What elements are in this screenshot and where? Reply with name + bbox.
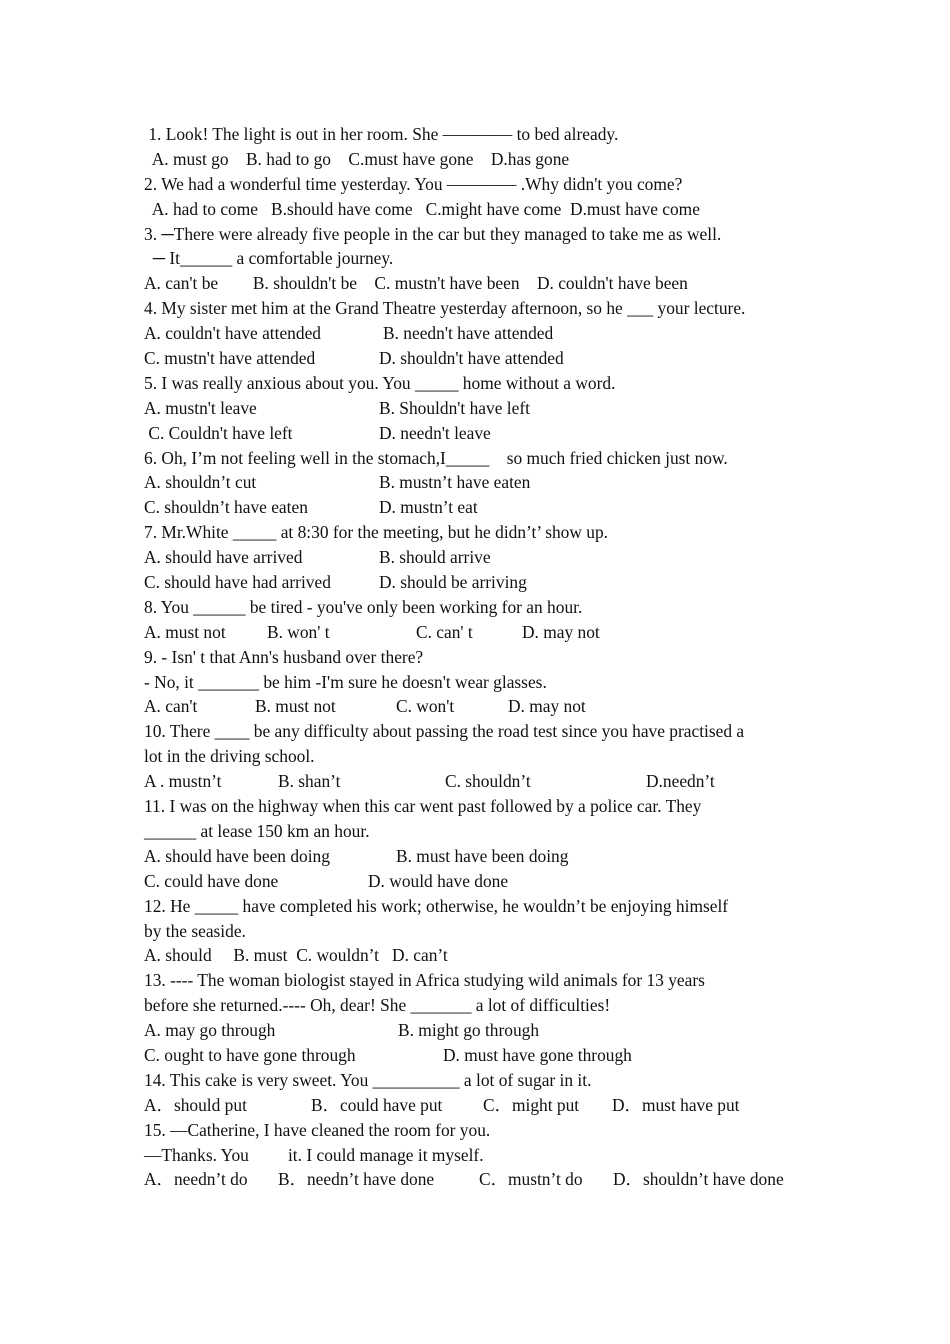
q8-option-c: C. can' t [416,621,473,642]
question-3-stem: 3. ─There were already five people in the car but they managed to take me as well. [144,223,722,244]
q14-option-b: B．could have put [311,1094,443,1115]
question-11-options-ab [144,844,824,869]
question-13-options-ab [144,1018,824,1043]
q15-option-b: B．needn’t have done [278,1169,435,1190]
question-15-options [144,1167,824,1192]
question-12-options [144,943,824,968]
question-9-stem-2: - No, it _______ be him -I'm sure he doesn't wear glasses. [144,671,547,692]
q10-option-d: D.needn’t [646,771,715,792]
q5-option-c: C. Couldn't have left [144,422,293,443]
q1-option-a: A. must go [144,148,229,169]
q4-option-b: B. needn't have attended [383,323,554,344]
q15-option-d: D．shouldn’t have done [613,1169,784,1190]
q1-option-c: C.must have gone [330,148,474,169]
q14-option-c: C．might put [483,1094,580,1115]
question-6-options-cd [144,495,824,520]
question-5-stem: 5. I was really anxious about you. You _____ home without a word. [144,372,616,393]
q2-option-c: C.might have come [412,198,562,219]
q14-option-a: A．should put [144,1094,247,1115]
q6-option-c: C. shouldn’t have eaten [144,497,308,518]
q13-option-c: C. ought to have gone through [144,1044,356,1065]
question-10-stem: 10. There ____ be any difficulty about passing the road test since you have practised a [144,721,745,742]
q8-option-a: A. must not [144,621,226,642]
q2-option-b: B.should have come [257,198,413,219]
q1-option-b: B. had to go [228,148,331,169]
q3-option-a: A. can't be [144,273,219,294]
question-13-options-cd [144,1043,824,1068]
question-7-options-cd [144,570,824,595]
q10-option-b: B. shan’t [278,771,341,792]
q6-option-b: B. mustn’t have eaten [379,472,531,493]
q11-option-b: B. must have been doing [396,845,569,866]
q9-option-d: D. may not [508,696,586,717]
q5-option-d: D. needn't leave [379,422,491,443]
q4-option-d: D. shouldn't have attended [379,348,564,369]
q12-option-d: D. can’t [378,945,448,966]
question-1-stem: 1. Look! The light is out in her room. She ———— to bed already. [144,124,619,144]
q5-option-a: A. mustn't leave [144,397,257,418]
q12-option-b: B. must [211,945,288,966]
q11-option-c: C. could have done [144,870,279,891]
q9-option-b: B. must not [255,696,336,717]
question-11-stem: 11. I was on the highway when this car went past followed by a police car. They [144,796,702,817]
question-9-stem: 9. - Isn' t that Ann's husband over there? [144,646,424,667]
q7-option-c: C. should have had arrived [144,572,331,593]
q4-option-c: C. mustn't have attended [144,348,316,369]
question-11-options-cd [144,869,824,894]
question-5-options-cd [144,421,824,446]
q1-option-d: D.has gone [473,148,570,169]
q3-option-d: D. couldn't have been [519,273,688,294]
q11-option-a: A. should have been doing [144,845,330,866]
question-14-stem: 14. This cake is very sweet. You __________ a lot of sugar in it. [144,1069,592,1090]
q9-option-c: C. won't [396,696,455,717]
q12-option-a: A. should [144,945,212,966]
q13-option-a: A. may go through [144,1020,276,1041]
question-4-stem: 4. My sister met him at the Grand Theatre yesterday afternoon, so he ___ your lecture. [144,298,746,319]
q5-option-b: B. Shouldn't have left [379,397,530,418]
q8-option-d: D. may not [522,621,600,642]
question-14-options [144,1093,824,1118]
question-6-stem: 6. Oh, I’m not feeling well in the stomach,I_____ so much fried chicken just now. [144,447,728,468]
question-2-options [144,197,824,222]
question-2-stem: 2. We had a wonderful time yesterday. You ———— .Why didn't you come? [144,173,683,194]
q9-option-a: A. can't [144,696,198,717]
question-3-stem-2: ─ It______ a comfortable journey. [144,248,394,269]
q14-option-d: D．must have put [612,1094,740,1115]
question-13-stem: 13. ---- The woman biologist stayed in Africa studying wild animals for 13 years [144,970,705,991]
q11-option-d: D. would have done [368,870,509,891]
q15-option-a: A．needn’t do [144,1169,248,1190]
q7-option-a: A. should have arrived [144,547,303,568]
q4-option-a: A. couldn't have attended [144,323,321,344]
worksheet [144,122,824,1192]
q10-option-a: A . mustn’t [144,771,222,792]
question-8-stem: 8. You ______ be tired - you've only been working for an hour. [144,596,583,617]
q3-option-b: B. shouldn't be [218,273,358,294]
question-10-options [144,769,824,794]
q13-option-d: D. must have gone through [443,1044,632,1065]
q15-option-c: C．mustn’t do [479,1169,583,1190]
q8-option-b: B. won' t [267,621,330,642]
question-4-options-ab [144,321,824,346]
question-7-options-ab [144,545,824,570]
q2-option-d: D.must have come [561,198,700,219]
question-8-options [144,620,824,645]
question-6-options-ab [144,470,824,495]
question-4-options-cd [144,346,824,371]
question-12-stem: 12. He _____ have completed his work; otherwise, he wouldn’t be enjoying himself [144,895,729,916]
question-11-stem-2: ______ at lease 150 km an hour. [144,820,370,841]
q2-option-a: A. had to come [144,198,258,219]
question-15-stem-2: —Thanks. You it. I could manage it myself. [144,1144,484,1165]
q12-option-c: C. wouldn’t [287,945,379,966]
question-9-options [144,694,824,719]
question-7-stem: 7. Mr.White _____ at 8:30 for the meeting, but he didn’t’ show up. [144,522,609,543]
q6-option-a: A. shouldn’t cut [144,472,257,493]
question-10-stem-2: lot in the driving school. [144,746,315,767]
question-3-options [144,271,824,296]
question-15-stem: 15. —Catherine, I have cleaned the room for you. [144,1119,491,1140]
question-12-stem-2: by the seaside. [144,920,246,941]
q7-option-d: D. should be arriving [379,572,527,593]
q10-option-c: C. shouldn’t [445,771,531,792]
question-5-options-ab [144,396,824,421]
question-1-options [144,147,824,172]
question-13-stem-2: before she returned.---- Oh, dear! She _______ a lot of difficulties! [144,995,611,1016]
q6-option-d: D. mustn’t eat [379,497,478,518]
q3-option-c: C. mustn't have been [357,273,520,294]
q13-option-b: B. might go through [398,1020,540,1041]
q7-option-b: B. should arrive [379,547,491,568]
